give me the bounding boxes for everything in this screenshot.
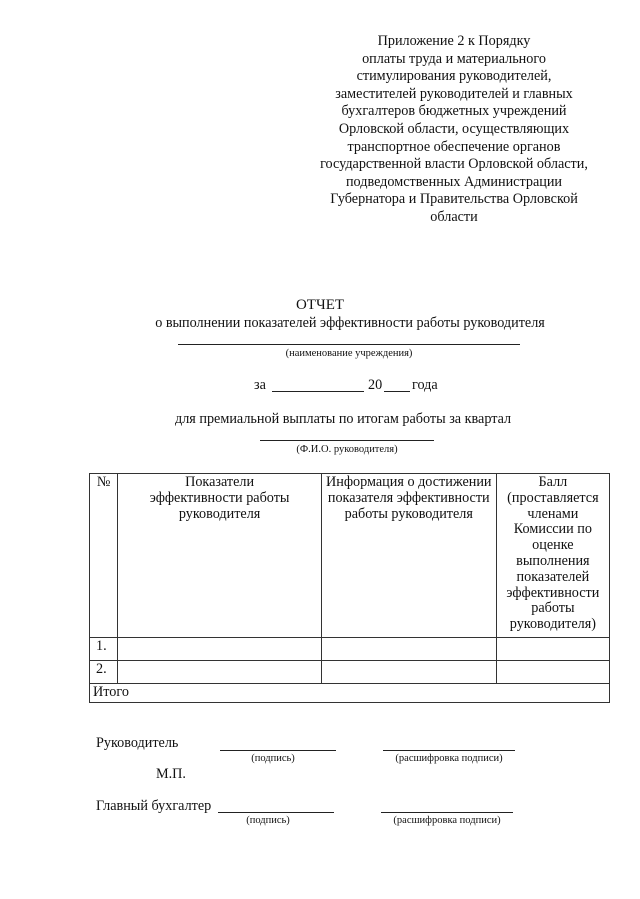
appendix-line: оплаты труда и материального [362, 50, 546, 67]
header-num: № [90, 474, 118, 638]
appendix-line: стимулирования руководителей, [356, 68, 552, 85]
period-year: 20 [368, 377, 383, 393]
row-indicator[interactable] [118, 661, 321, 684]
appendix-line: Приложение 2 к Порядку [377, 33, 531, 49]
row-num: 1. [90, 638, 118, 661]
period-prefix: за [254, 377, 266, 393]
chief-accountant-label: Главный бухгалтер [96, 798, 212, 814]
head-signature-caption: (подпись) [251, 753, 295, 764]
head-name-line [260, 440, 434, 441]
report-table [89, 473, 610, 703]
chief-signature-caption: (подпись) [246, 815, 290, 826]
institution-name-line [178, 344, 520, 345]
appendix-line: Губернатора и Правительства Орловской [330, 191, 578, 208]
header-score: Балл (проставляется членами Комиссии по оценке выполнения показателей эффективности работы руководителя) [496, 474, 609, 638]
appendix-header [298, 33, 610, 227]
head-decoding-line[interactable] [383, 750, 515, 751]
appendix-line: заместителей руководителей и главных [335, 85, 573, 102]
table-row [90, 638, 610, 661]
appendix-line: Орловской области, осуществляющих [338, 120, 570, 137]
report-title: ОТЧЕТ [295, 297, 345, 313]
year-blank-line [384, 391, 410, 392]
report-subtitle: о выполнении показателей эффективности работы руководителя [155, 315, 545, 331]
appendix-line: государственной власти Орловской области, [320, 156, 588, 173]
chief-signature-line[interactable] [218, 812, 334, 813]
row-num: 2. [90, 661, 118, 684]
chief-decoding-caption: (расшифровка подписи) [393, 815, 501, 826]
appendix-line: подведомственных Администрации [345, 173, 563, 190]
appendix-line: бухгалтеров бюджетных учреждений [341, 103, 567, 120]
row-score[interactable] [496, 661, 609, 684]
table-row [90, 661, 610, 684]
total-label: Итого [90, 684, 610, 703]
head-label: Руководитель [96, 735, 179, 751]
row-indicator[interactable] [118, 638, 321, 661]
row-info[interactable] [321, 638, 496, 661]
period-blank-line [272, 391, 364, 392]
table-total-row [90, 684, 610, 703]
appendix-line: области [430, 208, 478, 225]
stamp-label: М.П. [156, 766, 186, 782]
period-suffix: года [412, 377, 438, 393]
head-name-caption: (Ф.И.О. руководителя) [296, 444, 398, 455]
table-header-row [90, 474, 610, 638]
head-signature-line[interactable] [220, 750, 336, 751]
institution-caption: (наименование учреждения) [285, 348, 413, 359]
header-indicators: Показатели эффективности работы руководителя [118, 474, 321, 638]
header-info: Информация о достижении показателя эффективности работы руководителя [321, 474, 496, 638]
row-info[interactable] [321, 661, 496, 684]
chief-decoding-line[interactable] [381, 812, 513, 813]
bonus-purpose: для премиальной выплаты по итогам работы за квартал [175, 411, 512, 427]
head-decoding-caption: (расшифровка подписи) [395, 753, 503, 764]
appendix-line: транспортное обеспечение органов [347, 138, 561, 155]
row-score[interactable] [496, 638, 609, 661]
